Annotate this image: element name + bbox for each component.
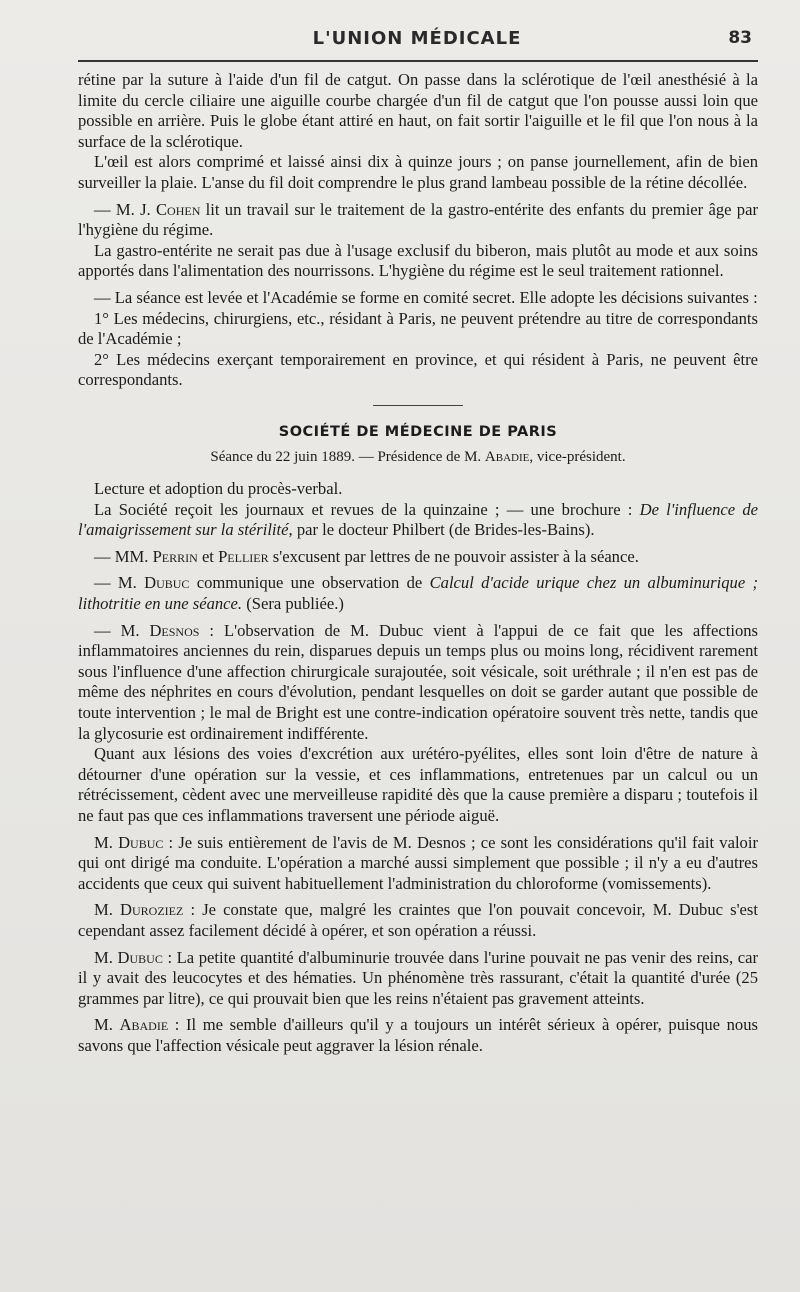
header-rule bbox=[78, 60, 758, 62]
duroziez-prefix: M. bbox=[94, 900, 121, 920]
abadie-prefix: M. bbox=[94, 1015, 120, 1035]
paragraph-gastro: La gastro-entérite ne serait pas due à l'usage exclusif du biberon, mais plutôt au mode et aux soins apportés dans l'alimentation des nourrissons. L'hygiène du régime est le seul traitement rationnel. bbox=[78, 240, 758, 281]
name-pellier: Pellier bbox=[218, 546, 269, 566]
subtitle-text: Séance du 22 juin 1889. — Présidence de M. bbox=[210, 448, 485, 465]
excuses-conj: et bbox=[197, 546, 219, 566]
paragraph-cohen bbox=[78, 200, 758, 241]
name-dubuc: Dubuc bbox=[118, 832, 164, 852]
cohen-prefix: — M. J. bbox=[94, 199, 156, 219]
paragraph-excuses bbox=[78, 547, 758, 568]
section-subtitle bbox=[78, 447, 758, 468]
section-separator bbox=[373, 405, 463, 406]
reply-prefix: M. bbox=[94, 832, 119, 852]
abadie-text: : Il me semble d'ailleurs qu'il y a toujours un intérêt sérieux à opérer, puisque nous savons que l'affection vésicale peut aggraver la lésion rénale. bbox=[78, 1015, 758, 1055]
decision-item: 1° Les médecins, chirurgiens, etc., résidant à Paris, ne peuvent prétendre au titre de correspondants de l'Académie ; bbox=[78, 308, 758, 349]
reply-text: : Je suis entièrement de l'avis de M. Desnos ; ce sont les considérations qu'il fait valoir qui ont dirigé ma conduite. L'opération a marché aussi simplement que possible ; il n'y a eu d'autres accidents que ceux qui suivent habituellement l'administration du chloroforme (vomissements). bbox=[78, 832, 758, 893]
dubuc-prefix: — M. bbox=[94, 573, 145, 593]
running-header bbox=[78, 28, 756, 54]
paragraph-lesions: Quant aux lésions des voies d'excrétion aux urétéro-pyélites, elles sont loin d'être de nature à détourner d'une opération sur la vessie, et ces inflammations, entretenues par un calcul ou un rétrécissement, cèdent avec une merveilleuse rapidité dès que la cause première a disparu ; toutefois il ne faut pas que ces inflammations traversent une période aiguë. bbox=[78, 744, 758, 825]
cohen-text: lit un travail sur le traitement de la gastro-entérite des enfants du premier âge par l'hygiène du régime. bbox=[78, 199, 758, 240]
section-title: SOCIÉTÉ DE MÉDECINE DE PARIS bbox=[278, 423, 558, 440]
duroziez-text: : Je constate que, malgré les craintes que l'on pouvait concevoir, M. Dubuc s'est cependant assez facilement décidé à opérer, et son opération a réussi. bbox=[78, 900, 758, 940]
paragraph-dubuc-albuminurie bbox=[78, 948, 758, 1010]
dubuc-text: communique une observation de bbox=[189, 573, 430, 593]
president-name: Abadie bbox=[484, 448, 530, 465]
page-number: 83 bbox=[728, 28, 752, 48]
journal-title: L'UNION MÉDICALE bbox=[312, 28, 522, 49]
author-cohen: Cohen bbox=[155, 199, 201, 219]
name-perrin: Perrin bbox=[152, 546, 198, 566]
paragraph-duroziez bbox=[78, 900, 758, 941]
desnos-text: : L'observation de M. Dubuc vient à l'appui de ce fait que les affections inflammatoires anciennes du rein, disparues depuis un temps plus ou moins long, récidivent rarement sous l'influence d'une affection chirurgicale surajoutée, soit vésicale, soit uréthrale ; il n'en est pas de même des néphrites en cours d'évolution, pendant lesquelles on doit se garder autant que possible de toute intervention ; le mal de Bright est une contre-indication opératoire souvent très nette, tandis que la glycosurie est ordinairement indifférente. bbox=[78, 620, 758, 743]
paragraph-proces-verbal: Lecture et adoption du procès-verbal. bbox=[94, 479, 343, 499]
paragraph-oeil: L'œil est alors comprimé et laissé ainsi dix à quinze jours ; on panse journellement, afin de bien surveiller la plaie. L'anse du fil doit comprendre le plus grand lambeau possible de la rétine décollée. bbox=[78, 152, 758, 192]
observation-title: Calcul d'acide urique chez un albuminurique ; lithotritie en une séance. bbox=[78, 573, 759, 614]
excuses-prefix: — MM. bbox=[94, 546, 153, 566]
albuminurie-text: : La petite quantité d'albuminurie trouvée dans l'urine pouvait ne pas venir des reins, car il y avait des leucocytes et des hématies. Un phénomène très rassurant, c'était la quantité d'urée (25 grammes par litre), ce qui prouvait bien que les reins n'étaient pas gravement atteints. bbox=[78, 947, 758, 1008]
paragraph-desnos bbox=[78, 621, 758, 745]
name-dubuc: Dubuc bbox=[144, 573, 190, 593]
subtitle-tail: , vice-président. bbox=[529, 448, 626, 465]
name-abadie: Abadie bbox=[119, 1015, 169, 1035]
brochure-title: De l'influence de l'amaigrissement sur la stérilité bbox=[78, 499, 758, 540]
albuminurie-prefix: M. bbox=[94, 947, 118, 967]
observation-note: (Sera publiée.) bbox=[242, 594, 344, 614]
paragraph-abadie bbox=[78, 1015, 758, 1056]
desnos-prefix: — M. bbox=[94, 620, 150, 640]
excuses-text: s'excusent par lettres de ne pouvoir assister à la séance. bbox=[268, 546, 639, 566]
paragraph-dubuc-observation bbox=[78, 573, 758, 614]
correspondance-tail: , par le docteur Philbert (de Brides-les-Bains). bbox=[288, 520, 595, 540]
name-desnos: Desnos bbox=[149, 620, 200, 640]
article-body bbox=[78, 70, 758, 1057]
name-dubuc: Dubuc bbox=[117, 947, 163, 967]
paragraph-retine: rétine par la suture à l'aide d'un fil de catgut. On passe dans la sclérotique de l'œil anesthésié à la limite du cercle ciliaire une aiguille courbe chargée d'un fil de catgut que l'on pousse aussi loin que possible en arrière. Puis le globe étant attiré en haut, on fait sortir l'aiguille et le fil que l'on nous à la surface de la sclérotique. bbox=[78, 70, 758, 151]
correspondance-text: La Société reçoit les journaux et revues de la quinzaine ; — une brochure : bbox=[94, 499, 640, 519]
paragraph-seance-levee: — La séance est levée et l'Académie se forme en comité secret. Elle adopte les décisions suivantes : bbox=[94, 287, 758, 307]
paragraph-dubuc-reply bbox=[78, 833, 758, 895]
decision-item: 2° Les médecins exerçant temporairement en province, et qui résident à Paris, ne peuvent être correspondants. bbox=[78, 349, 758, 390]
paragraph-correspondance bbox=[78, 500, 758, 541]
name-duroziez: Duroziez bbox=[120, 900, 184, 920]
